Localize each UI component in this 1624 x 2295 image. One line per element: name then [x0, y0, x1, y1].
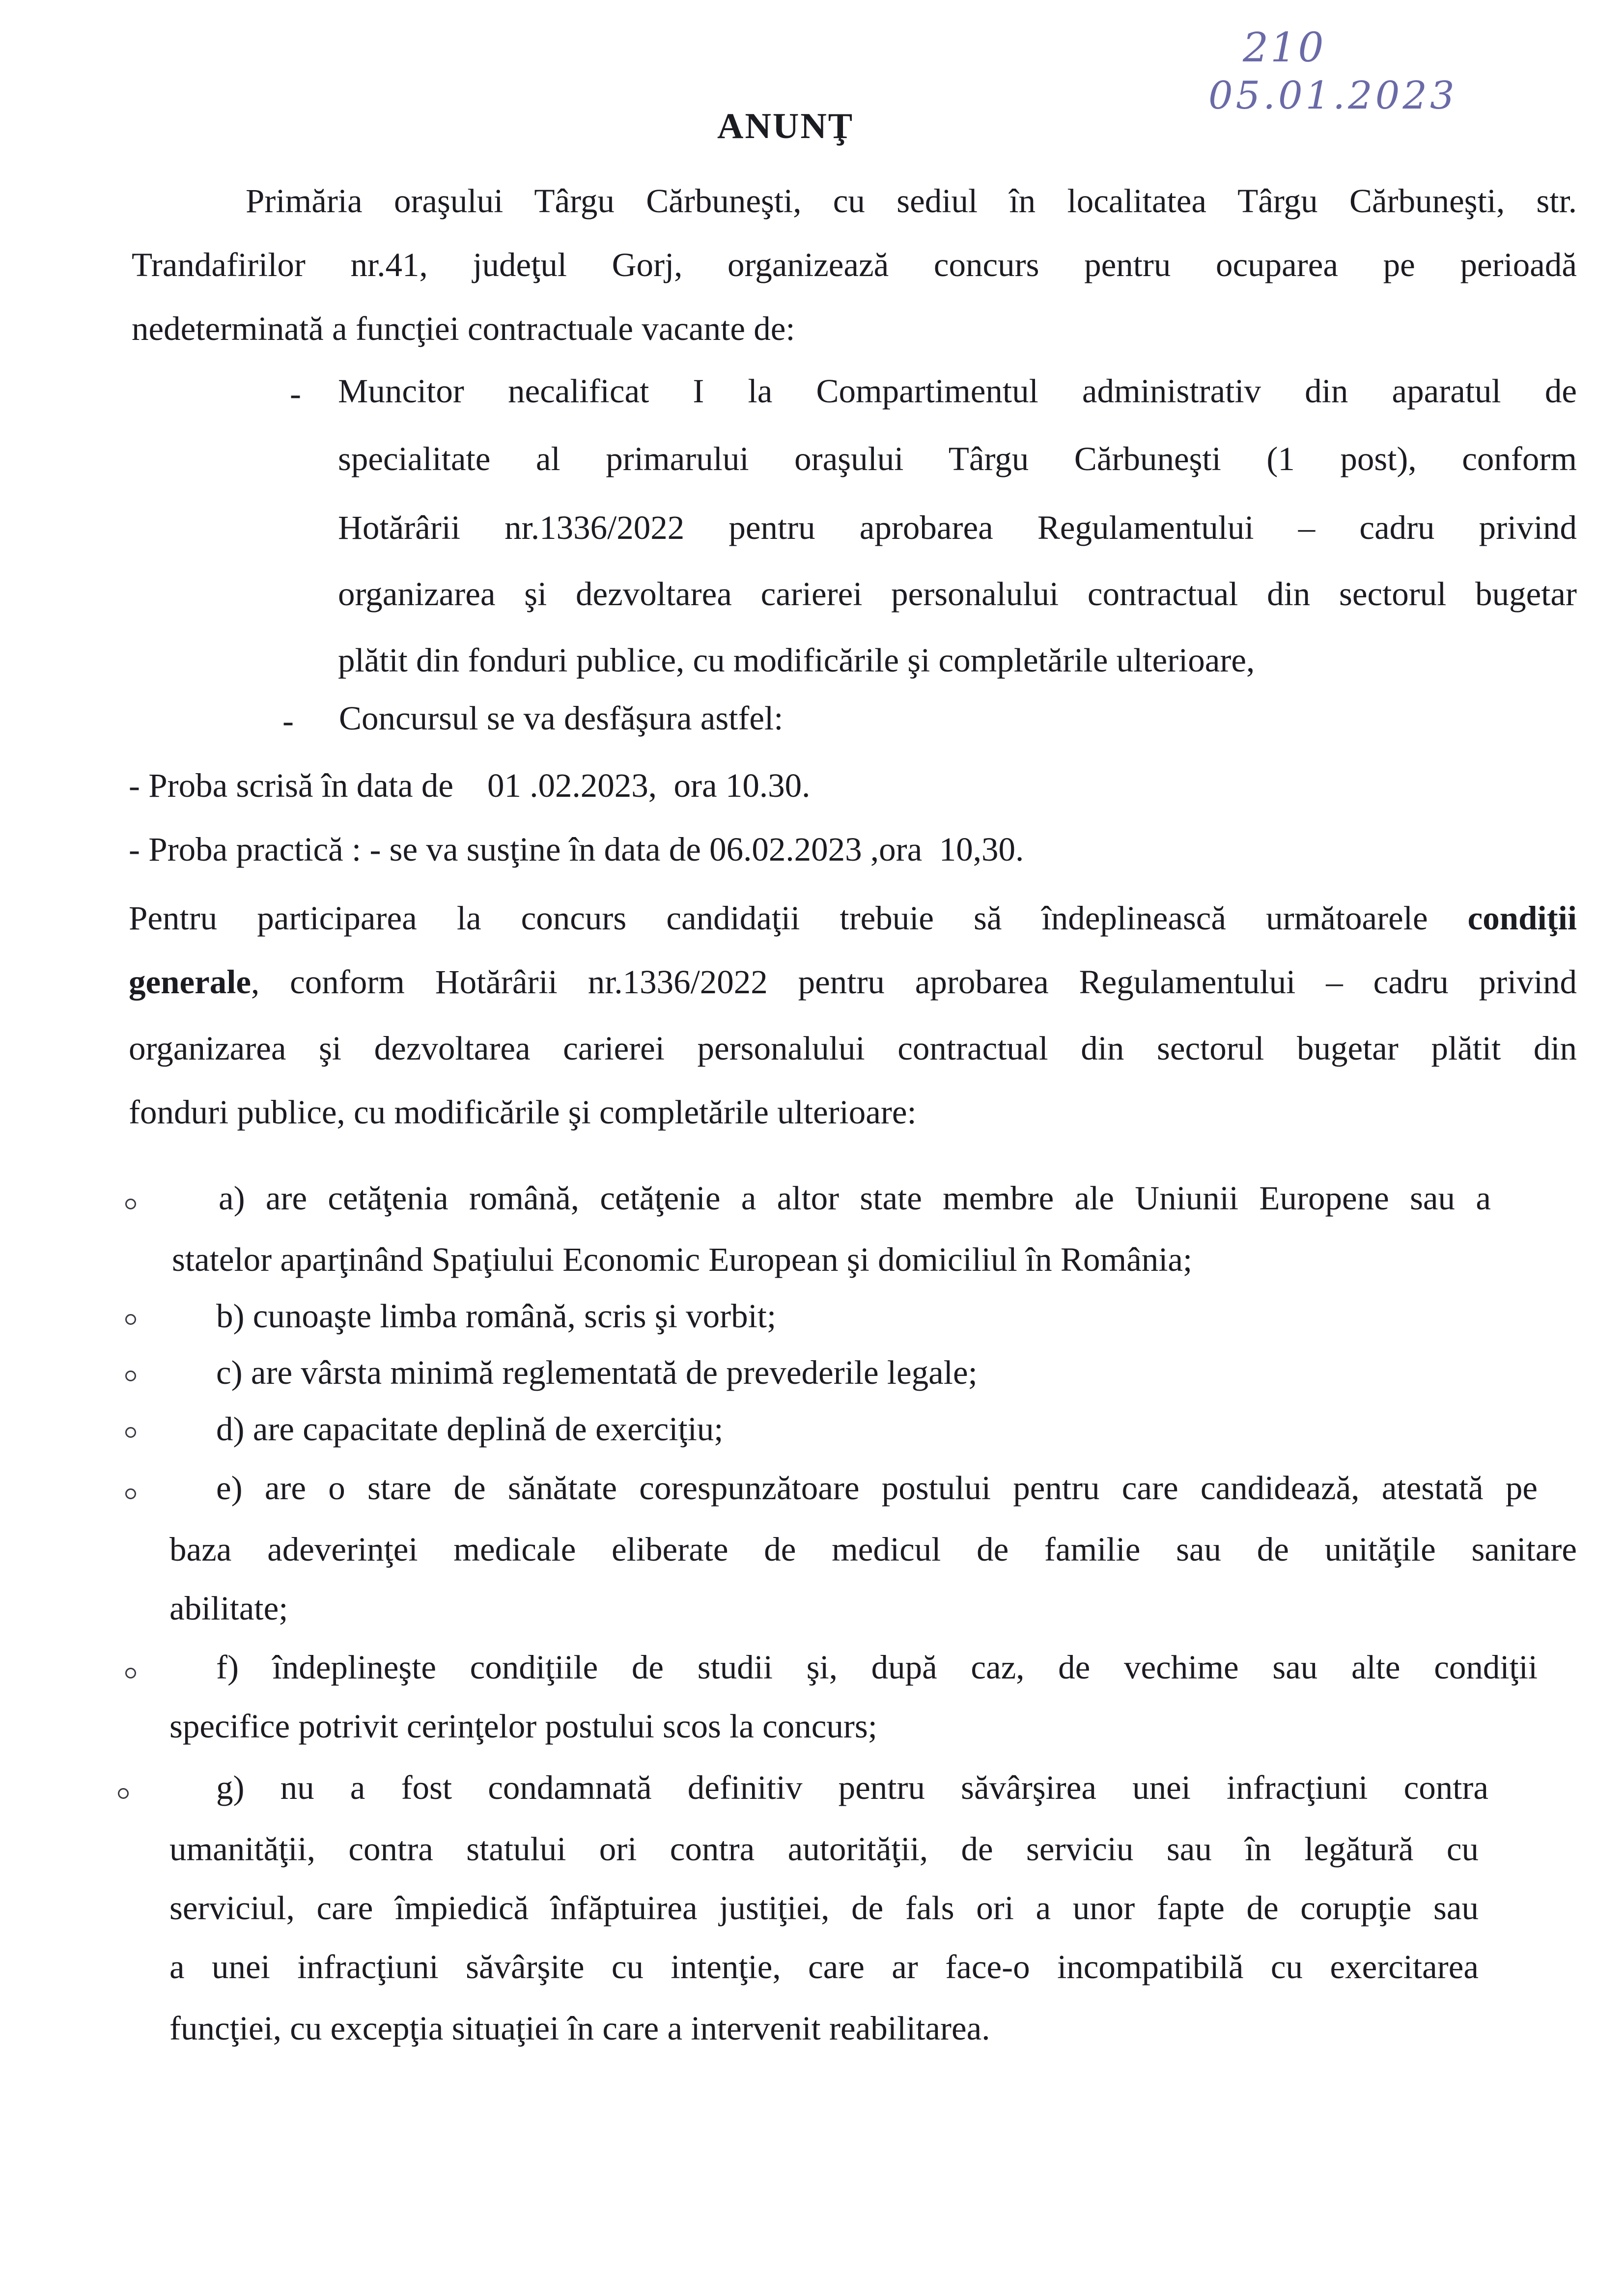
condition-a-line-2: statelor aparţinând Spaţiului Economic European şi domiciliul în România; [172, 1241, 1193, 1278]
condition-g-line-4: a unei infracţiuni săvârşite cu intenţie, care ar face-o incompatibilă cu exercitarea [169, 1948, 1479, 1986]
intro-line-2: Trandafirilor nr.41, judeţul Gorj, organizează concurs pentru ocuparea pe perioadă [132, 246, 1577, 283]
bullet-circle-icon [125, 1488, 136, 1499]
condition-g-line-5: funcţiei, cu excepţia situaţiei în care a intervenit reabilitarea. [169, 2010, 990, 2047]
condition-b: b) cunoaşte limba română, scris şi vorbit; [216, 1297, 777, 1335]
post-dash: - [290, 375, 301, 412]
condition-f-line-1: f) îndeplineşte condiţiile de studii şi, după caz, de vechime sau alte condiţii [216, 1649, 1538, 1686]
condition-a-line-1: a) are cetăţenia română, cetăţenie a altor state membre ale Uniunii Europene sau a [219, 1179, 1491, 1217]
bullet-circle-icon [125, 1668, 136, 1679]
condition-d: d) are capacitate deplină de exerciţiu; [216, 1410, 724, 1448]
schedule-heading: Concursul se va desfăşura astfel: [339, 700, 784, 737]
conditions-intro-line-4: fonduri publice, cu modificările şi completările ulterioare: [129, 1093, 917, 1131]
condition-g-line-2: umanităţii, contra statului ori contra autorităţii, de serviciu sau în legătură cu [169, 1830, 1479, 1868]
schedule-written-exam: - Proba scrisă în data de 01 .02.2023, ora 10.30. [129, 767, 811, 804]
general-bold-word: generale [129, 963, 252, 1001]
condition-g-line-1: g) nu a fost condamnată definitiv pentru săvârşirea unei infracţiuni contra [216, 1769, 1488, 1806]
bullet-circle-icon [125, 1199, 136, 1209]
conditions-bold-word: condiţii [1467, 899, 1577, 937]
bullet-circle-icon [118, 1788, 129, 1799]
condition-e-line-2: baza adeverinţei medicale eliberate de medicul de familie sau de unităţile sanitare [169, 1531, 1577, 1568]
intro-line-3: nedeterminată a funcţiei contractuale vacante de: [132, 310, 795, 347]
post-line-1: Muncitor necalificat I la Compartimentul administrativ din aparatul de [338, 372, 1577, 410]
post-line-4: organizarea şi dezvoltarea carierei personalului contractual din sectorul bugetar [338, 575, 1577, 613]
condition-c: c) are vârsta minimă reglementată de prevederile legale; [216, 1354, 978, 1391]
conditions-intro-line-3: organizarea şi dezvoltarea carierei personalului contractual din sectorul bugetar plătit din [129, 1030, 1577, 1067]
bullet-circle-icon [125, 1427, 136, 1438]
schedule-dash: - [282, 702, 294, 739]
conditions-intro-line-1: Pentru participarea la concurs candidaţii trebuie să îndeplinească următoarele condiţii [129, 899, 1577, 937]
schedule-practical-exam: - Proba practică : - se va susţine în data de 06.02.2023 ,ora 10,30. [129, 831, 1024, 868]
condition-f-line-2: specifice potrivit cerinţelor postului scos la concurs; [169, 1707, 877, 1745]
conditions-intro-line-2: generale, conform Hotărârii nr.1336/2022 pentru aprobarea Regulamentului – cadru privind [129, 963, 1577, 1001]
handwritten-registration-number: 210 [1243, 25, 1326, 71]
intro-line-1: Primăria oraşului Târgu Cărbuneşti, cu sediul în localitatea Târgu Cărbuneşti, str. [246, 182, 1577, 220]
document-title: ANUNŢ [717, 106, 854, 146]
condition-g-line-3: serviciul, care împiedică înfăptuirea justiţiei, de fals ori a unor fapte de corupţie sau [169, 1889, 1479, 1927]
condition-e-line-3: abilitate; [169, 1590, 288, 1627]
post-line-3: Hotărârii nr.1336/2022 pentru aprobarea Regulamentului – cadru privind [338, 509, 1577, 546]
bullet-circle-icon [125, 1371, 136, 1381]
bullet-circle-icon [125, 1314, 136, 1325]
post-line-5: plătit din fonduri publice, cu modificările şi completările ulterioare, [338, 642, 1255, 679]
handwritten-registration-date: 05.01.2023 [1208, 74, 1457, 118]
condition-e-line-1: e) are o stare de sănătate corespunzătoare postului pentru care candidează, atestată pe [216, 1469, 1538, 1507]
post-line-2: specialitate al primarului oraşului Târgu Cărbuneşti (1 post), conform [338, 440, 1577, 477]
